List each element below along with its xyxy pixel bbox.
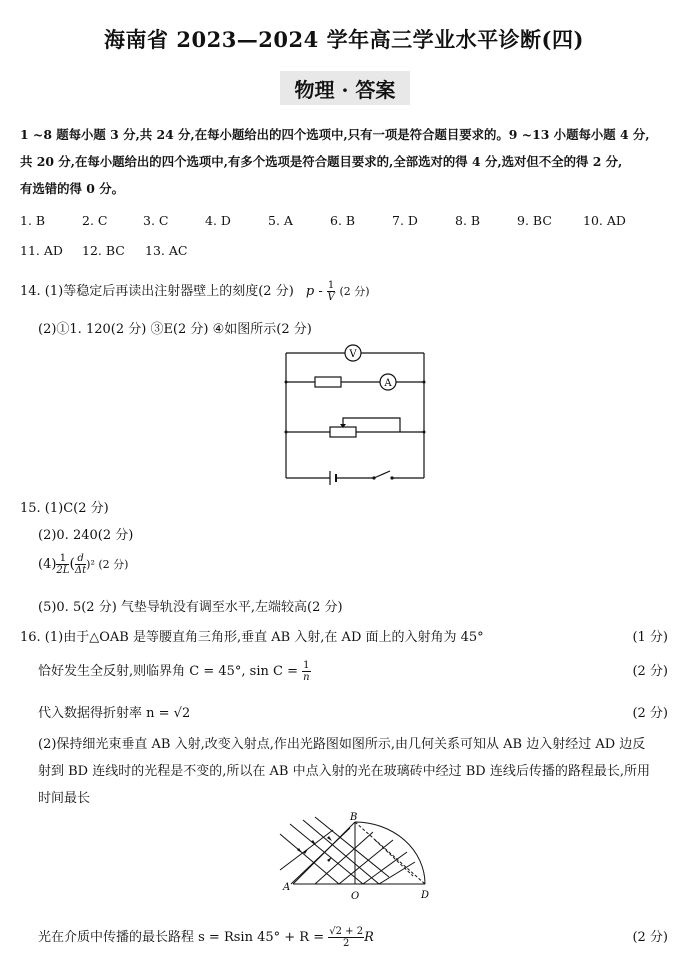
answer-6: 6. B bbox=[330, 213, 356, 228]
q16-line4: (2)保持细光束垂直 AB 入射,改变入射点,作出光路图如图所示,由几何关系可知从 AB 边入射经过 AD 边反 bbox=[38, 737, 646, 752]
q16-line2 bbox=[38, 660, 311, 683]
q14-part1 bbox=[20, 280, 370, 303]
q16-line1-score: (1 分) bbox=[632, 630, 668, 645]
label-a: A bbox=[283, 882, 291, 893]
q16-line3-score: (2 分) bbox=[632, 706, 668, 721]
q15-part2: (2)0. 240(2 分) bbox=[38, 528, 134, 543]
q16-line7-tail: R bbox=[364, 930, 374, 945]
intro-line-1: 1 ~8 题每小题 3 分,共 24 分,在每小题给出的四个选项中,只有一项是符合题目要求的。9 ~13 小题每小题 4 分, bbox=[20, 127, 650, 142]
q16-line7-score: (2 分) bbox=[632, 930, 668, 945]
q16-line7-den: 2 bbox=[342, 938, 350, 949]
label-b: B bbox=[350, 812, 358, 823]
optics-diagram bbox=[275, 812, 440, 904]
answer-4: 4. D bbox=[205, 213, 231, 228]
answer-7: 7. D bbox=[392, 213, 418, 228]
answer-8: 8. B bbox=[455, 213, 481, 228]
answer-11: 11. AD bbox=[20, 243, 63, 258]
q16-line2-text: 恰好发生全反射,则临界角 C = 45°, sin C = bbox=[38, 664, 298, 679]
q15-inner-num: d bbox=[75, 553, 86, 565]
q16-line2-num: 1 bbox=[303, 660, 310, 671]
q16-line5: 射到 BD 连线时的光程是不变的,所以在 AB 中点入射的光在玻璃砖中经过 BD 连线后传播的路程最长,所用 bbox=[38, 764, 650, 779]
label-d: D bbox=[421, 890, 430, 901]
q15-inner-den: Δt bbox=[74, 565, 87, 576]
answer-9: 9. BC bbox=[517, 213, 552, 228]
answer-1: 1. B bbox=[20, 213, 46, 228]
q16-line2-fraction bbox=[302, 660, 310, 683]
intro-line-2: 共 20 分,在每小题给出的四个选项中,有多个选项是符合题目要求的,全部选对的得 4 分,选对但不全的得 2 分, bbox=[20, 154, 623, 169]
answer-12: 12. BC bbox=[82, 243, 125, 258]
q16-line6: 时间最长 bbox=[38, 791, 91, 806]
circuit-diagram bbox=[270, 340, 440, 485]
ammeter-label: A bbox=[384, 378, 392, 389]
q14-formula-den: V bbox=[327, 292, 335, 303]
q14-formula-num: 1 bbox=[327, 280, 335, 291]
q15-part4: (4) $\frac{1}{2L}$ ( $\frac{d}{\Delta t}$ )² (2 分) bbox=[38, 553, 129, 576]
page-subtitle: 物理 · 答案 bbox=[294, 78, 396, 102]
q15-part4-outer-fraction bbox=[56, 553, 69, 576]
q16-line2-score: (2 分) bbox=[632, 664, 668, 679]
answer-13: 13. AC bbox=[145, 243, 188, 258]
q14-formula-lhs: p - bbox=[305, 284, 323, 299]
q14-formula-fraction bbox=[327, 280, 335, 303]
line-bd bbox=[355, 822, 425, 884]
answer-3: 3. C bbox=[143, 213, 169, 228]
q16-line7-fraction bbox=[328, 926, 364, 949]
page-title: 海南省 2023—2024 学年高三学业水平诊断(四) bbox=[104, 27, 584, 52]
q15-outer-den: 2L bbox=[56, 565, 70, 576]
answer-5: 5. A bbox=[268, 213, 293, 228]
q14-part1-text: 14. (1)等稳定后再读出注射器壁上的刻度(2 分) bbox=[20, 284, 294, 299]
intro-line-3: 有选错的得 0 分。 bbox=[20, 181, 124, 196]
ammeter bbox=[380, 374, 396, 390]
q15-part1: 15. (1)C(2 分) bbox=[20, 501, 109, 516]
q15-part4-suffix: )² (2 分) bbox=[86, 558, 129, 571]
q15-part4-inner-fraction bbox=[75, 553, 86, 576]
q15-part4-prefix: (4) bbox=[38, 557, 57, 572]
answer-10: 10. AD bbox=[583, 213, 626, 228]
q16-line3: 代入数据得折射率 n = √2 bbox=[38, 706, 191, 721]
voltmeter bbox=[345, 345, 361, 361]
q14-part2: (2)①1. 120(2 分) ③E(2 分) ④如图所示(2 分) bbox=[38, 322, 312, 337]
label-o: O bbox=[351, 891, 360, 902]
answer-2: 2. C bbox=[82, 213, 108, 228]
voltmeter-label: V bbox=[349, 349, 357, 360]
q16-line7 bbox=[38, 926, 374, 949]
q16-line7-text: 光在介质中传播的最长路程 s = Rsin 45° + R = bbox=[38, 930, 325, 945]
battery-symbol bbox=[330, 471, 336, 485]
q16-line1: 16. (1)由于△OAB 是等腰直角三角形,垂直 AB 入射,在 AD 面上的入射角为 45° bbox=[20, 630, 484, 645]
q16-line7-num: √2 + 2 bbox=[329, 926, 364, 937]
q15-outer-num: 1 bbox=[56, 553, 69, 565]
q14-formula-score: (2 分) bbox=[339, 285, 370, 298]
q15-part5: (5)0. 5(2 分) 气垫导轨没有调至水平,左端较高(2 分) bbox=[38, 600, 343, 615]
q16-line2-den: n bbox=[303, 672, 310, 683]
